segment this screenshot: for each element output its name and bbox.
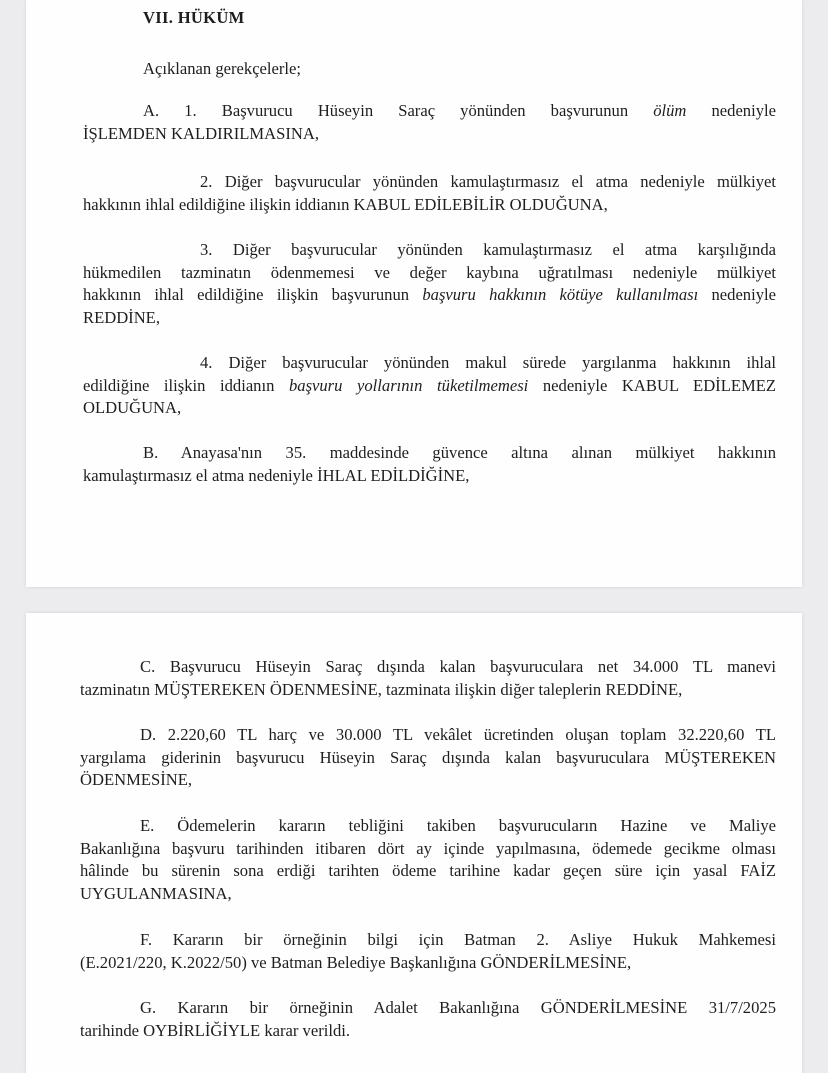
item-4-line1: 4. Diğer başvurucular yönünden makul sürede yargılanma hakkının ihlal <box>200 353 776 372</box>
item-c-line1: C. Başvurucu Hüseyin Saraç dışında kalan başvuruculara net 34.000 TL manevi <box>140 657 776 676</box>
item-g <box>80 997 776 1042</box>
item-f <box>80 929 776 974</box>
item-g-line1: G. Kararın bir örneğinin Adalet Bakanlığına GÖNDERİLMESİNE 31/7/2025 <box>140 998 776 1017</box>
item-a1-line2: İŞLEMDEN KALDIRILMASINA, <box>83 123 319 143</box>
item-4-line2: edildiğine ilişkin iddianın başvuru yollarının tüketilmemesi nedeniyle KABUL EDİLEMEZ <box>83 375 776 395</box>
item-d-line1: D. 2.220,60 TL harç ve 30.000 TL vekâlet ücretinden oluşan toplam 32.220,60 TL <box>140 725 776 744</box>
item-3 <box>83 239 776 329</box>
item-e <box>80 815 776 905</box>
item-2-line2: hakkının ihlal edildiğine ilişkin iddianın KABUL EDİLEBİLİR OLDUĞUNA, <box>83 194 608 214</box>
document-page-1 <box>26 0 802 587</box>
item-f-line1: F. Kararın bir örneğinin bilgi için Batman 2. Asliye Hukuk Mahkemesi <box>140 930 776 949</box>
item-c-line2: tazminatın MÜŞTEREKEN ÖDENMESİNE, tazminata ilişkin diğer taleplerin REDDİNE, <box>80 679 683 699</box>
item-g-line2: tarihinde OYBİRLİĞİYLE karar verildi. <box>80 1020 351 1040</box>
item-e-line4: UYGULANMASINA, <box>80 883 232 903</box>
item-d <box>80 724 776 792</box>
item-a1 <box>83 100 776 145</box>
item-2 <box>83 171 776 216</box>
section-heading: VII. HÜKÜM <box>143 8 245 27</box>
item-e-line3: hâlinde bu sürenin sona erdiği tarihten ödeme tarihine kadar geçen süre için yasal FAİZ <box>80 861 776 880</box>
item-3-line1: 3. Diğer başvurucular yönünden kamulaştırmasız el atma karşılığında <box>200 240 776 259</box>
item-e-line2: Bakanlığına başvuru tarihinden itibaren dört ay içinde yapılmasına, ödemede gecikme olması <box>80 838 776 858</box>
item-a1-line1: A. 1. Başvurucu Hüseyin Saraç yönünden başvurunun ölüm nedeniyle <box>143 101 776 120</box>
document-page-2 <box>26 613 802 1073</box>
item-4-line3: OLDUĞUNA, <box>83 398 182 417</box>
item-b <box>83 442 776 487</box>
item-f-line2: (E.2021/220, K.2022/50) ve Batman Belediye Başkanlığına GÖNDERİLMESİNE, <box>80 952 632 972</box>
item-b-line2: kamulaştırmasız el atma nedeniyle İHLAL EDİLDİĞİNE, <box>83 465 470 485</box>
item-3-line2: hükmedilen tazminatın ödenmemesi ve değer kaybına uğratılması nedeniyle mülkiyet <box>83 262 776 282</box>
item-e-line1: E. Ödemelerin kararın tebliğini takiben başvurucuların Hazine ve Maliye <box>140 816 776 835</box>
item-2-line1: 2. Diğer başvurucular yönünden kamulaştırmasız el atma nedeniyle mülkiyet <box>200 172 776 191</box>
item-3-line4: REDDİNE, <box>83 307 160 327</box>
item-b-line1: B. Anayasa'nın 35. maddesinde güvence altına alınan mülkiyet hakkının <box>143 443 776 462</box>
item-d-line2: yargılama giderinin başvurucu Hüseyin Saraç dışında kalan başvuruculara MÜŞTEREKEN <box>80 747 776 767</box>
item-c <box>80 656 776 701</box>
item-3-line3: hakkının ihlal edildiğine ilişkin başvurunun başvuru hakkının kötüye kullanılması nedeniyle <box>83 285 776 304</box>
intro-line: Açıklanan gerekçelerle; <box>143 59 302 78</box>
item-4 <box>83 352 776 420</box>
item-d-line3: ÖDENMESİNE, <box>80 770 192 789</box>
